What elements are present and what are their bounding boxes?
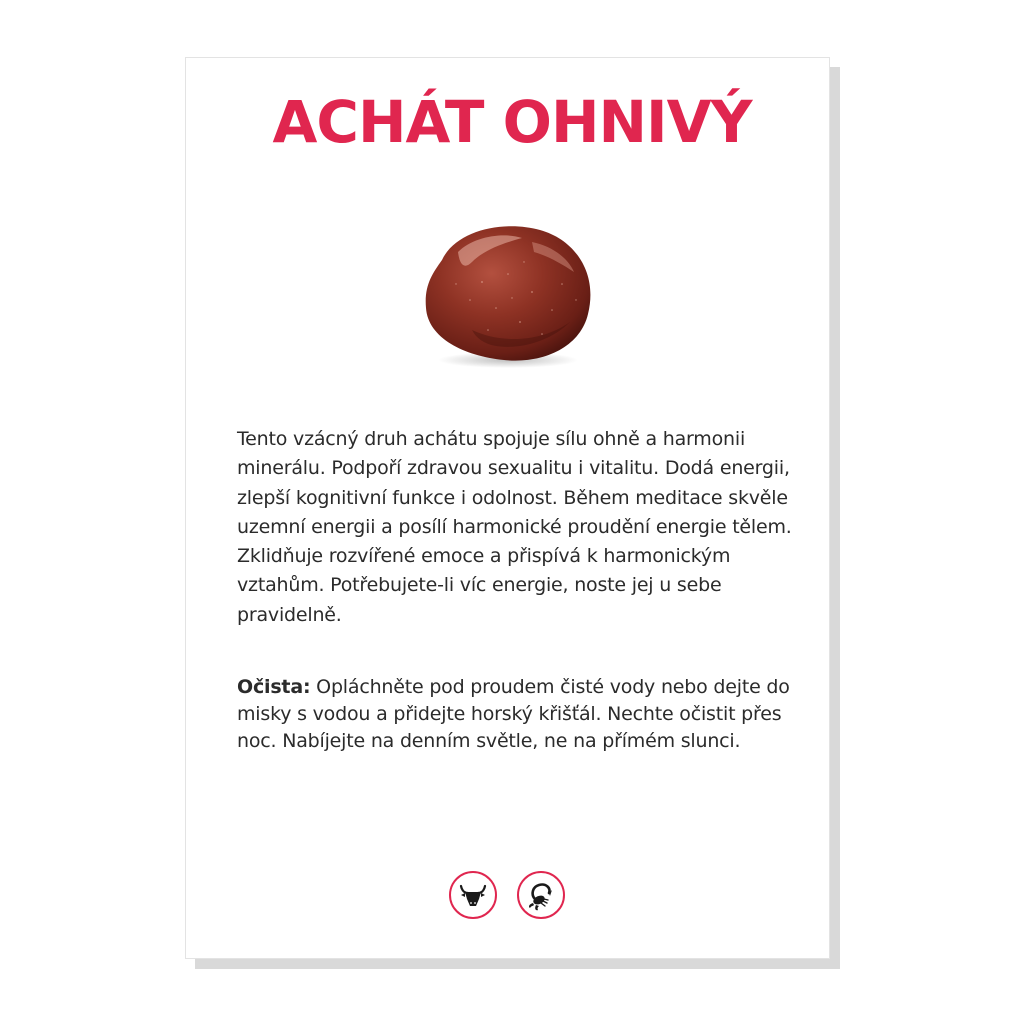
scorpio-scorpion-icon (517, 871, 565, 919)
taurus-bull-icon (449, 871, 497, 919)
stone-image (412, 212, 602, 372)
cleansing-label: Očista: (237, 676, 311, 698)
cleansing-text: Opláchněte pod proudem čisté vody nebo dejte do misky s vodou a přidejte horský křišťál. Nechte očistit přes noc. Nabíjejte na denním světle, ne na přímém slunci. (237, 676, 790, 752)
card-title: ACHÁT OHNIVÝ (272, 88, 752, 156)
stone-description: Tento vzácný druh achátu spojuje sílu ohně a harmonii minerálu. Podpoří zdravou sexualitu i vitalitu. Dodá energii, zlepší kognitivní funkce i odolnost. Během meditace skvěle uzemní energii a posílí harmonické proudění energie tělem. Zklidňuje rozvířené emoce a přispívá k harmonickým vztahům. Potřebujete-li víc energie, noste jej u sebe pravidelně. (237, 428, 792, 626)
cleansing-instructions (237, 674, 797, 755)
